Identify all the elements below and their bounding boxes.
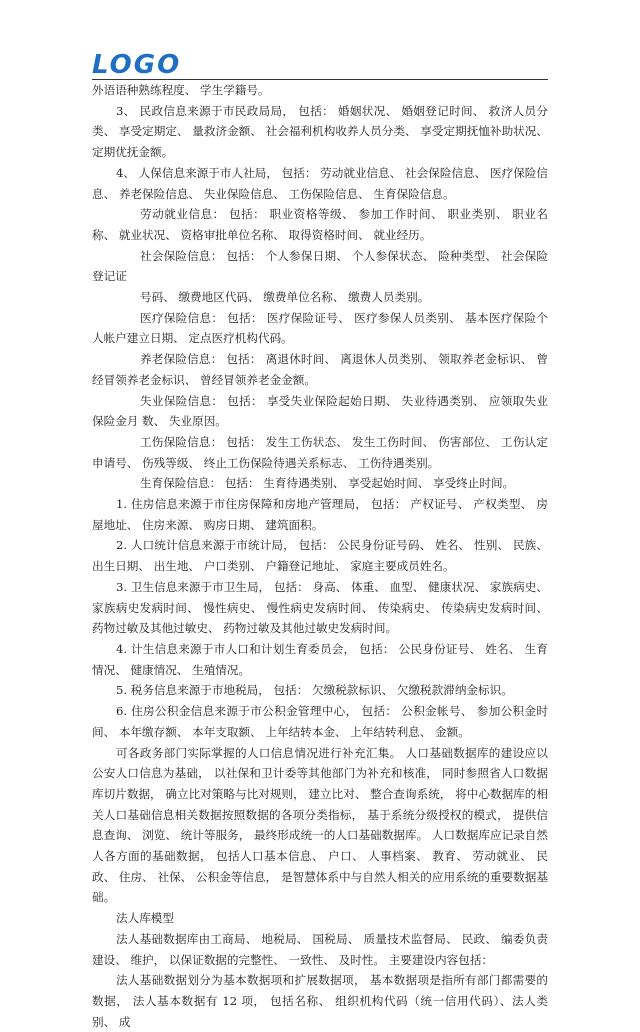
paragraph: 3. 卫生信息来源于市卫生局， 包括： 身高、 体重、 血型、 健康状况、 家族病史、 家族病史发病时间、 慢性病史、 慢性病史发病时间、 传染病史、 传染病史发病时间、 药物过敏及其他过敏史、 药物过敏及其他过敏史发病时间。 (92, 579, 548, 636)
paragraph: 1. 住房信息来源于市住房保障和房地产管理局， 包括： 产权证号、 产权类型、 房屋地址、 住房来源、 购房日期、 建筑面积。 (92, 497, 548, 532)
paragraph: 号码、 缴费地区代码、 缴费单位名称、 缴费人员类别。 (140, 290, 430, 305)
paragraph: 6. 住房公积金信息来源于市公积金管理中心， 包括： 公积金帐号、 参加公积金时间、 本年缴存额、 本年支取额、 上年结转本金、 上年结转利息、 金额。 (92, 704, 548, 739)
paragraph: 法人库模型 (116, 911, 174, 926)
paragraph: 失业保险信息： 包括： 享受失业保险起始日期、 失业待遇类别、 应领取失业保险金月 数、 失业原因。 (92, 393, 548, 429)
page-header (92, 52, 548, 80)
paragraph: 4、 人保信息来源于市人社局， 包括： 劳动就业信息、 社会保险信息、 医疗保险信息、 养老保险信息、 失业保险信息、 工伤保险信息、 生育保险信息。 (92, 165, 548, 201)
paragraph: 劳动就业信息： 包括： 职业资格等级、 参加工作时间、 职业类别、 职业名称、 就业状况、 资格审批单位名称、 取得资格时间、 就业经历。 (92, 207, 548, 242)
paragraph: 3、 民政信息来源于市民政局局， 包括： 婚姻状况、 婚姻登记时间、 救济人员分类、 享受定期定、 量救济金额、 社会福利机构收养人员分类、 享受定期抚恤补助状况、 定期优抚金额。 (92, 103, 548, 160)
paragraph: 生育保险信息： 包括： 生育待遇类别、 享受起始时间、 享受终止时间。 (140, 476, 515, 491)
paragraph: 法人基础数据划分为基本数据项和扩展数据项， 基本数据项是指所有部门都需要的数据， 法人基本数据有 12 项， 包括名称、 组织机构代码（统一信用代码）、法人类别、 成 (92, 973, 548, 1029)
logo: LOGO (92, 50, 182, 80)
paragraph: 养老保险信息： 包括： 离退休时间、 离退休人员类别、 领取养老金标识、 曾经冒领养老金标识、 曾经冒领养老金金额。 (92, 352, 548, 387)
paragraph: 法人基础数据库由工商局、 地税局、 国税局、 质量技术监督局、 民政、 编委负责建设、 维护， 以保证数据的完整性、 一致性、 及时性。 主要建设内容包括： (92, 931, 548, 967)
paragraph: 可各政务部门实际掌握的人口信息情况进行补充汇集。 人口基础数据库的建设应以公安人口信息为基础， 以社保和卫计委等其他部门为补充和核准， 同时参照省人口数据库切片数据， 确立比对策略与比对规则， 建立比对、 整合查询系统， 将中心数据库的相关人口基础信息相关数据按照数据的各项分类指标， 基于系统分级授权的模式， 提供信息查询、 浏览、 统计等服务， 最终形成统一的人口基础数据库。 人口数据库应记录自然人各方面的基础数据， 包括人口基本信息、 户口、 人事档案、 教育、 劳动就业、 民政、 住房、 社保、 公积金等信息， 是智慧体系中与自然人相关的应用系统的重要数据基础。 (92, 745, 548, 905)
paragraph: 外语语种熟练程度、 学生学籍号。 (92, 83, 270, 97)
document-body (92, 80, 548, 1032)
paragraph: 2. 人口统计信息来源于市统计局， 包括： 公民身份证号码、 姓名、 性别、 民族、 出生日期、 出生地、 户口类别、 户籍登记地址、 家庭主要成员姓名。 (92, 538, 548, 574)
paragraph: 工伤保险信息： 包括： 发生工伤状态、 发生工伤时间、 伤害部位、 工伤认定申请号、 伤残等级、 终止工伤保险待遇关系标志、 工伤待遇类别。 (92, 434, 548, 470)
paragraph: 5. 税务信息来源于市地税局， 包括： 欠缴税款标识、 欠缴税款滞纳金标识。 (116, 683, 513, 698)
paragraph: 社会保险信息： 包括： 个人参保日期、 个人参保状态、 险种类型、 社会保险登记证 (92, 248, 548, 284)
paragraph: 4. 计生信息来源于市人口和计划生育委员会， 包括： 公民身份证号、 姓名、 生育情况、 健康情况、 生殖情况。 (92, 641, 548, 677)
paragraph: 医疗保险信息： 包括： 医疗保险证号、 医疗参保人员类别、 基本医疗保险个人帐户建立日期、 定点医疗机构代码。 (92, 310, 548, 346)
